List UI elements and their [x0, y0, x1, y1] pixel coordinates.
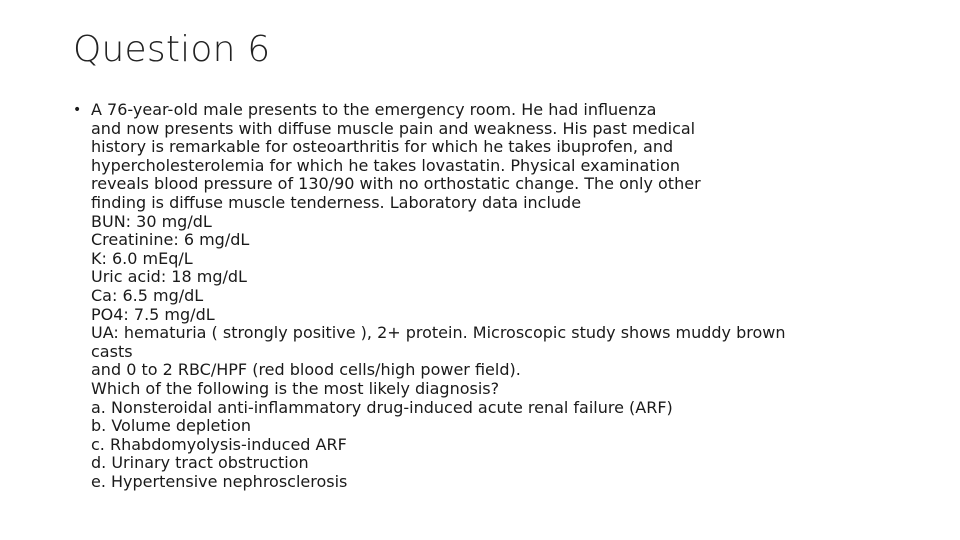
- question-line: history is remarkable for osteoarthritis for which he takes ibuprofen, and: [91, 137, 674, 157]
- urinalysis-line: casts: [91, 341, 133, 361]
- answer-option-e: e. Hypertensive nephrosclerosis: [91, 471, 348, 491]
- lab-value-creatinine: Creatinine: 6 mg/dL: [91, 230, 250, 250]
- question-line: A 76-year-old male presents to the emergency room. He had influenza: [91, 100, 657, 119]
- lab-value-phosphate: PO4: 7.5 mg/dL: [91, 304, 215, 324]
- question-line: reveals blood pressure of 130/90 with no orthostatic change. The only other: [91, 174, 701, 194]
- question-text: [91, 101, 933, 491]
- lab-value-uric-acid: Uric acid: 18 mg/dL: [91, 267, 247, 287]
- bullet-item: [73, 101, 933, 491]
- question-line: finding is diffuse muscle tenderness. Laboratory data include: [91, 192, 582, 212]
- lab-value-potassium: K: 6.0 mEq/L: [91, 248, 193, 268]
- answer-option-c: c. Rhabdomyolysis-induced ARF: [91, 434, 347, 454]
- slide-title: Question 6: [73, 29, 271, 70]
- urinalysis-line: UA: hematuria ( strongly positive ), 2+ protein. Microscopic study shows muddy brown: [91, 323, 786, 343]
- answer-option-b: b. Volume depletion: [91, 416, 252, 436]
- slide-content: [73, 101, 933, 491]
- lab-value-bun: BUN: 30 mg/dL: [91, 211, 212, 231]
- question-line: and now presents with diffuse muscle pain and weakness. His past medical: [91, 118, 696, 138]
- answer-option-d: d. Urinary tract obstruction: [91, 453, 309, 473]
- bullet-dot-icon: •: [73, 102, 82, 118]
- question-line: hypercholesterolemia for which he takes lovastatin. Physical examination: [91, 155, 681, 175]
- urinalysis-line: and 0 to 2 RBC/HPF (red blood cells/high power field).: [91, 360, 521, 380]
- answer-option-a: a. Nonsteroidal anti-inflammatory drug-induced acute renal failure (ARF): [91, 397, 673, 417]
- question-prompt: Which of the following is the most likely diagnosis?: [91, 378, 500, 398]
- lab-value-calcium: Ca: 6.5 mg/dL: [91, 285, 204, 305]
